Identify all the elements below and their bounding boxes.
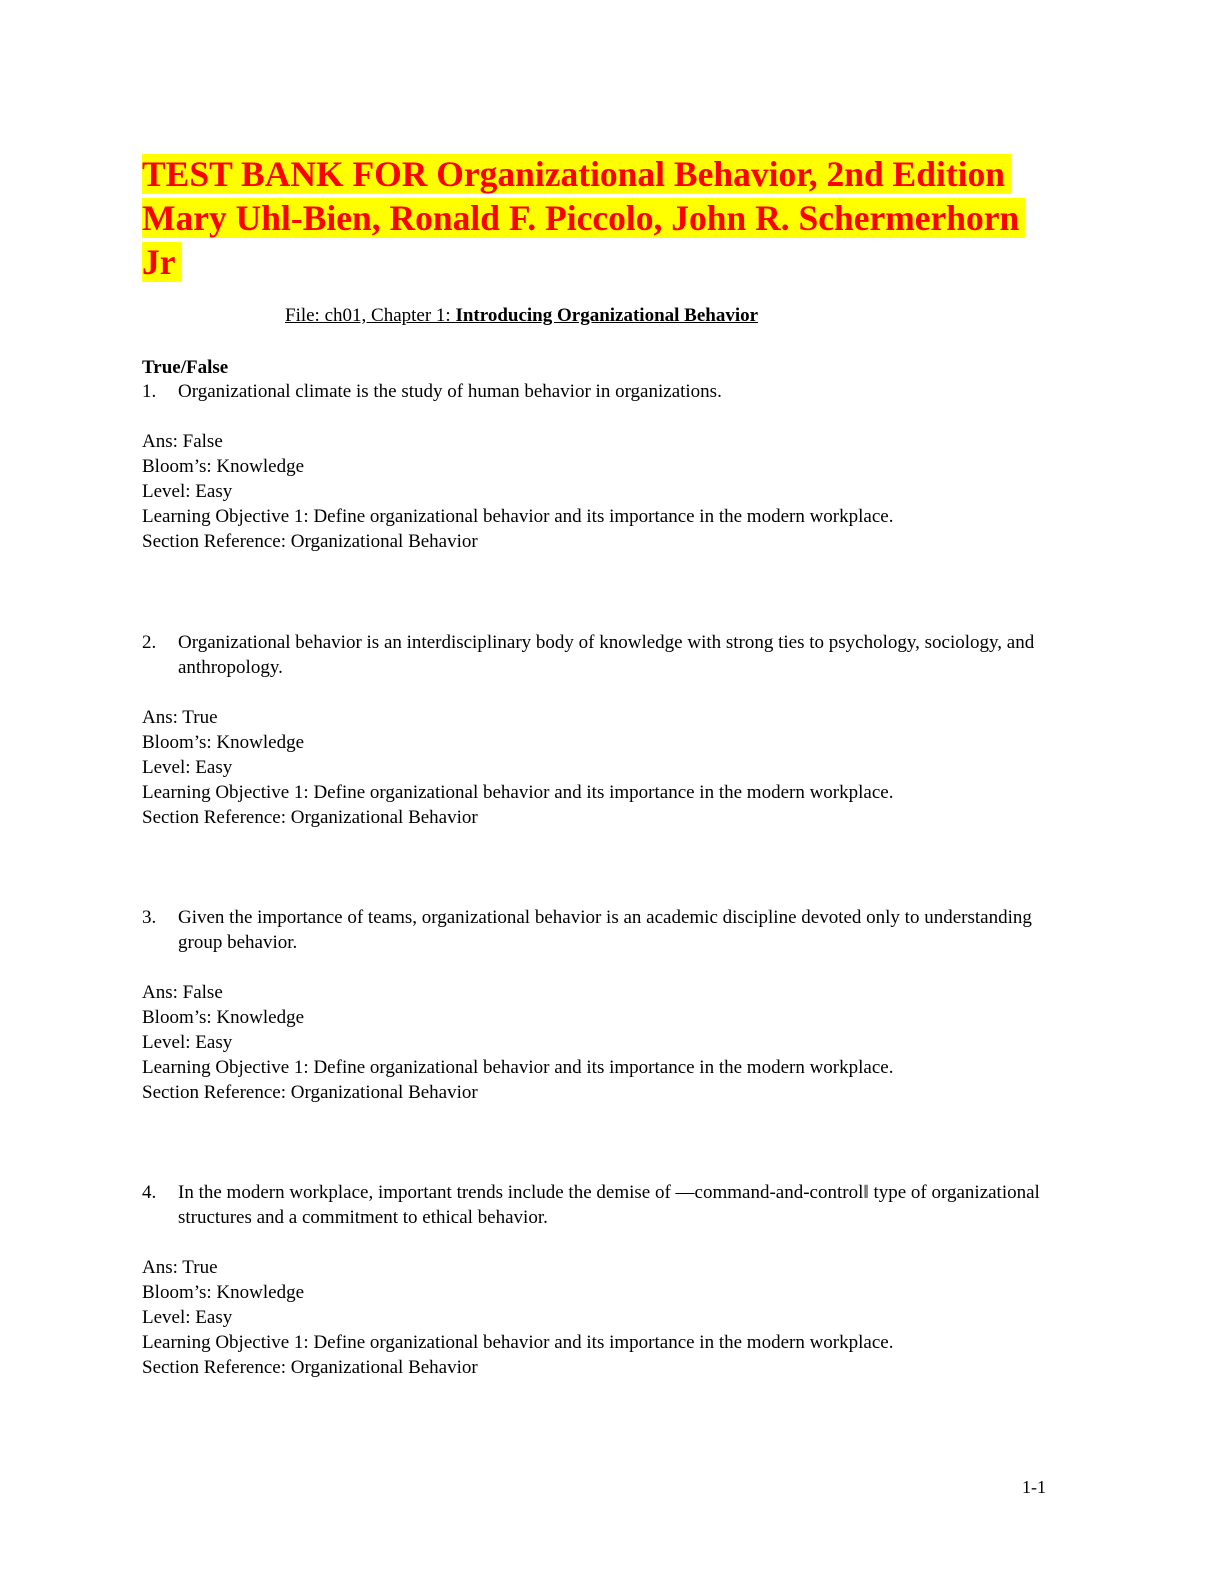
question-text: Organizational behavior is an interdisciplinary body of knowledge with strong ties to psychology, sociology, and anthropology. [178, 632, 1035, 678]
file-prefix: File: ch01, Chapter 1: [285, 305, 456, 326]
question-item [142, 1180, 1042, 1380]
blooms-level: Bloom’s: Knowledge [142, 732, 305, 753]
question-metadata [142, 705, 1042, 830]
title-line-3: Jr [142, 242, 182, 282]
question-text: In the modern workplace, important trends include the demise of ―command-and-control‖ type of organizational structures and a commitment to ethical behavior. [178, 1182, 1040, 1228]
title-line-1: TEST BANK FOR Organizational Behavior, 2nd Edition [142, 154, 1011, 194]
blooms-level: Bloom’s: Knowledge [142, 456, 305, 477]
question-text: Organizational climate is the study of human behavior in organizations. [178, 381, 722, 402]
answer: Ans: False [142, 982, 223, 1003]
learning-objective: Learning Objective 1: Define organizational behavior and its importance in the modern workplace. [142, 1057, 894, 1078]
difficulty-level: Level: Easy [142, 757, 233, 778]
question-number: 3. [142, 907, 157, 928]
difficulty-level: Level: Easy [142, 1307, 233, 1328]
answer: Ans: True [142, 1257, 218, 1278]
question-number: 2. [142, 632, 157, 653]
section-reference: Section Reference: Organizational Behavior [142, 1082, 478, 1103]
difficulty-level: Level: Easy [142, 481, 233, 502]
section-reference: Section Reference: Organizational Behavior [142, 1357, 478, 1378]
section-reference: Section Reference: Organizational Behavior [142, 531, 478, 552]
question-item [142, 905, 1042, 1105]
question-text: Given the importance of teams, organizational behavior is an academic discipline devoted only to understanding group behavior. [178, 907, 1032, 953]
section-heading: True/False [142, 357, 229, 378]
question-stem [142, 1180, 1042, 1230]
question-stem [142, 630, 1042, 680]
learning-objective: Learning Objective 1: Define organizational behavior and its importance in the modern workplace. [142, 1332, 894, 1353]
chapter-title: Introducing Organizational Behavior [455, 305, 759, 326]
blooms-level: Bloom’s: Knowledge [142, 1282, 305, 1303]
section-reference: Section Reference: Organizational Behavior [142, 807, 478, 828]
difficulty-level: Level: Easy [142, 1032, 233, 1053]
file-reference [285, 303, 758, 329]
learning-objective: Learning Objective 1: Define organizational behavior and its importance in the modern workplace. [142, 782, 894, 803]
question-number: 4. [142, 1182, 157, 1203]
question-metadata [142, 980, 1042, 1105]
question-metadata [142, 1255, 1042, 1380]
question-metadata [142, 429, 1042, 554]
question-stem [142, 379, 1042, 404]
blooms-level: Bloom’s: Knowledge [142, 1007, 305, 1028]
question-stem [142, 905, 1042, 955]
answer: Ans: True [142, 707, 218, 728]
learning-objective: Learning Objective 1: Define organizational behavior and its importance in the modern workplace. [142, 506, 894, 527]
question-item [142, 379, 1042, 554]
page-number: 1-1 [1022, 1477, 1046, 1497]
question-item [142, 630, 1042, 830]
document-title [142, 152, 1102, 284]
title-line-2: Mary Uhl-Bien, Ronald F. Piccolo, John R. Schermerhorn [142, 198, 1025, 238]
question-number: 1. [142, 381, 157, 402]
answer: Ans: False [142, 431, 223, 452]
